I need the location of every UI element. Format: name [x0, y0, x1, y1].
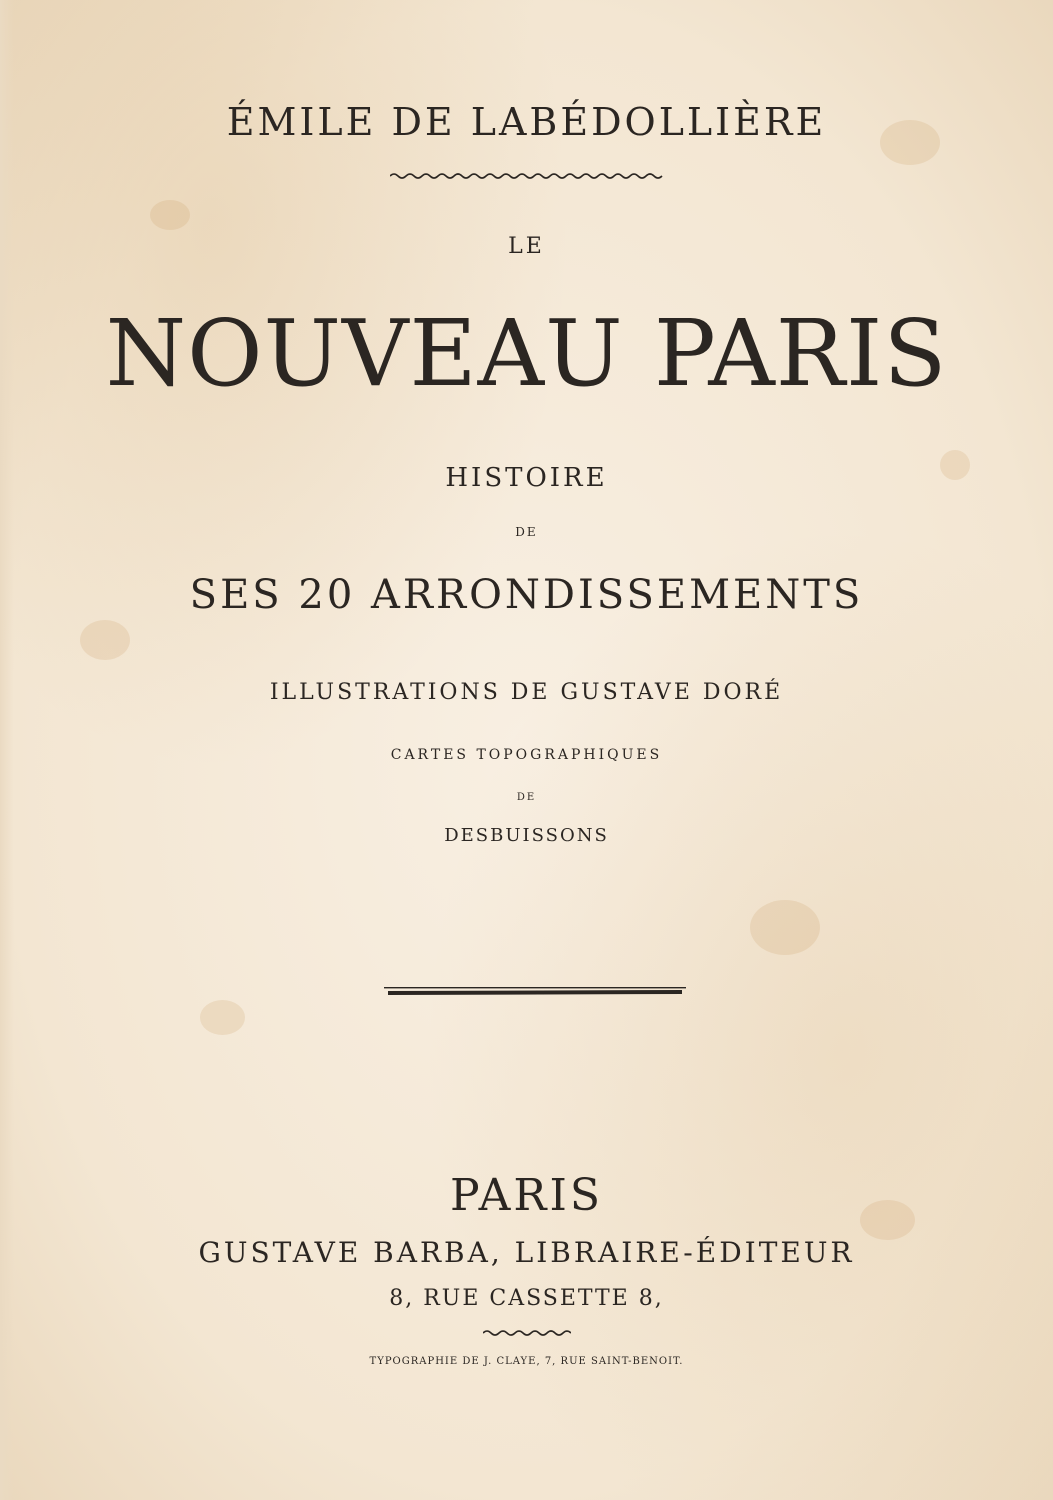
maps-connector: DE	[516, 792, 537, 803]
foxing-spot	[150, 200, 190, 230]
publisher-address: 8, RUE CASSETTE 8,	[389, 1286, 664, 1311]
illustrations-credit: ILLUSTRATIONS DE GUSTAVE DORÉ	[269, 680, 784, 705]
foxing-spot	[80, 620, 130, 660]
book-title: NOUVEAU PARIS	[105, 300, 948, 407]
publisher-name: GUSTAVE BARBA, LIBRAIRE-ÉDITEUR	[198, 1236, 855, 1269]
title-article: LE	[508, 234, 545, 259]
wavy-ornament-small	[483, 1329, 571, 1337]
maps-credit: CARTES TOPOGRAPHIQUES	[390, 747, 663, 763]
double-rule	[384, 986, 686, 998]
subtitle-arrondissements: SES 20 ARRONDISSEMENTS	[189, 572, 864, 618]
subtitle-histoire: HISTOIRE	[445, 463, 608, 493]
foxing-spot	[200, 1000, 245, 1035]
author-name: ÉMILE DE LABÉDOLLIÈRE	[226, 100, 827, 144]
cartographer-name: DESBUISSONS	[444, 825, 609, 846]
foxing-spot	[750, 900, 820, 955]
wavy-ornament	[390, 172, 664, 180]
printer-credit: TYPOGRAPHIE DE J. CLAYE, 7, RUE SAINT-BENOIT.	[369, 1356, 684, 1367]
subtitle-connector: DE	[515, 525, 538, 539]
imprint-city: PARIS	[450, 1170, 603, 1221]
